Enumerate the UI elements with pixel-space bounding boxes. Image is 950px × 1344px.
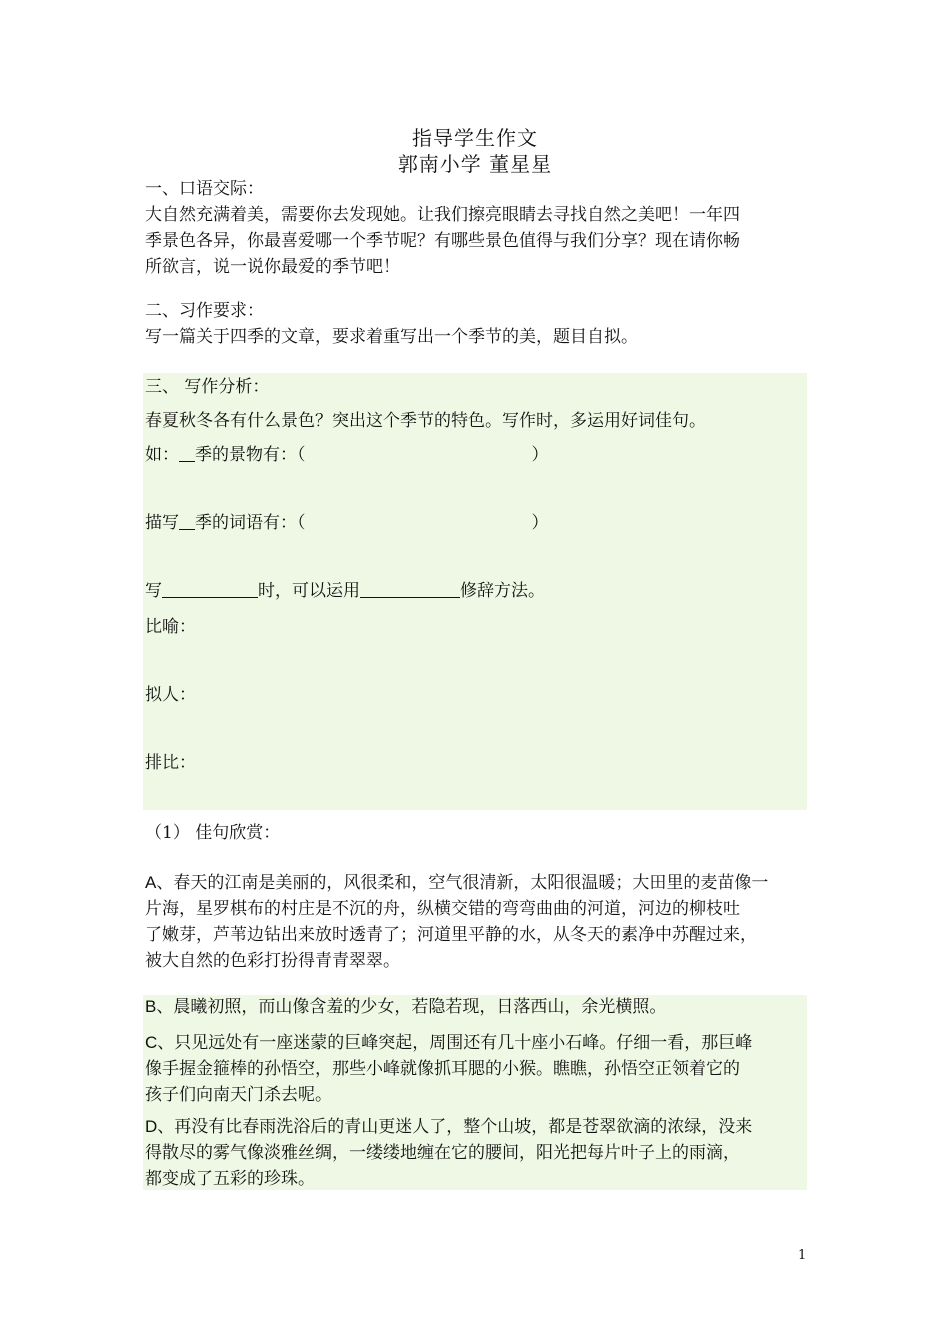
sentence-c-label: C <box>145 1033 158 1052</box>
section2-heading: 二、习作要求： <box>145 301 264 321</box>
season-blank[interactable] <box>179 511 195 530</box>
appreciation-heading: （1） 佳句欣赏： <box>145 823 281 843</box>
sentence-b: B、晨曦初照，而山像含羞的少女，若隐若现，日落西山，余光横照。 <box>145 997 667 1017</box>
section1-heading: 一、口语交际： <box>145 179 264 199</box>
section3-intro: 春夏秋冬各有什么景色？突出这个季节的特色。写作时，多运用好词佳句。 <box>145 411 706 431</box>
page-number: 1 <box>798 1248 807 1263</box>
sentence-a: A、春天的江南是美丽的，风很柔和，空气很清新，太阳很温暖；大田里的麦苗像一 片海，星罗棋布的村庄是不沉的舟，纵横交错的弯弯曲曲的河道，河边的柳枝吐 了嫩芽，芦苇边钻出来放时透青了；河道里平静的水，从冬天的素净中苏醒过来， 被大自然的色彩打扮得青青翠翠。 <box>145 873 769 971</box>
sentence-d: D、再没有比春雨洗浴后的青山更迷人了，整个山坡，都是苍翠欲滴的浓绿，没来 得散尽的雾气像淡雅丝绸，一缕缕地缠在它的腰间，阳光把每片叶子上的雨滴， 都变成了五彩的珍珠。 <box>145 1117 753 1189</box>
sentence-b-label: B <box>145 997 157 1016</box>
parallelism-label: 排比： <box>145 753 196 773</box>
section1-line: 所欲言，说一说你最爱的季节吧！ <box>145 257 400 277</box>
section2-text: 写一篇关于四季的文章，要求着重写出一个季节的美，题目自拟。 <box>145 327 638 347</box>
sentence-a-label: A <box>145 873 157 892</box>
personification-label: 拟人： <box>145 685 196 705</box>
season-blank[interactable] <box>179 443 195 462</box>
sentence-d-label: D <box>145 1117 158 1136</box>
scenery-prompt: 如： 季的景物有：（ ） <box>145 445 549 465</box>
section1-line: 大自然充满着美，需要你去发现她。让我们擦亮眼睛去寻找自然之美吧！一年四 <box>145 205 740 225</box>
author-line: 郭南小学 董星星 <box>397 152 553 176</box>
rhetoric-blank[interactable] <box>360 579 460 598</box>
section3-heading: 三、 写作分析： <box>145 377 270 397</box>
section1-text <box>145 202 807 280</box>
page-title: 指导学生作文 <box>412 126 538 150</box>
rhetoric-prompt: 写 时，可以运用 修辞方法。 <box>145 581 545 601</box>
topic-blank[interactable] <box>162 579 258 598</box>
sentence-c: C、只见远处有一座迷蒙的巨峰突起，周围还有几十座小石峰。仔细一看，那巨峰 像手握金箍棒的孙悟空，那些小峰就像抓耳腮的小猴。瞧瞧，孙悟空正领着它的 孩子们向南天门杀去呢。 <box>145 1033 753 1105</box>
section1-line: 季景色各异，你最喜爱哪一个季节呢？有哪些景色值得与我们分享？现在请你畅 <box>145 231 740 251</box>
simile-label: 比喻： <box>145 617 196 637</box>
words-prompt: 描写 季的词语有：（ ） <box>145 513 549 533</box>
